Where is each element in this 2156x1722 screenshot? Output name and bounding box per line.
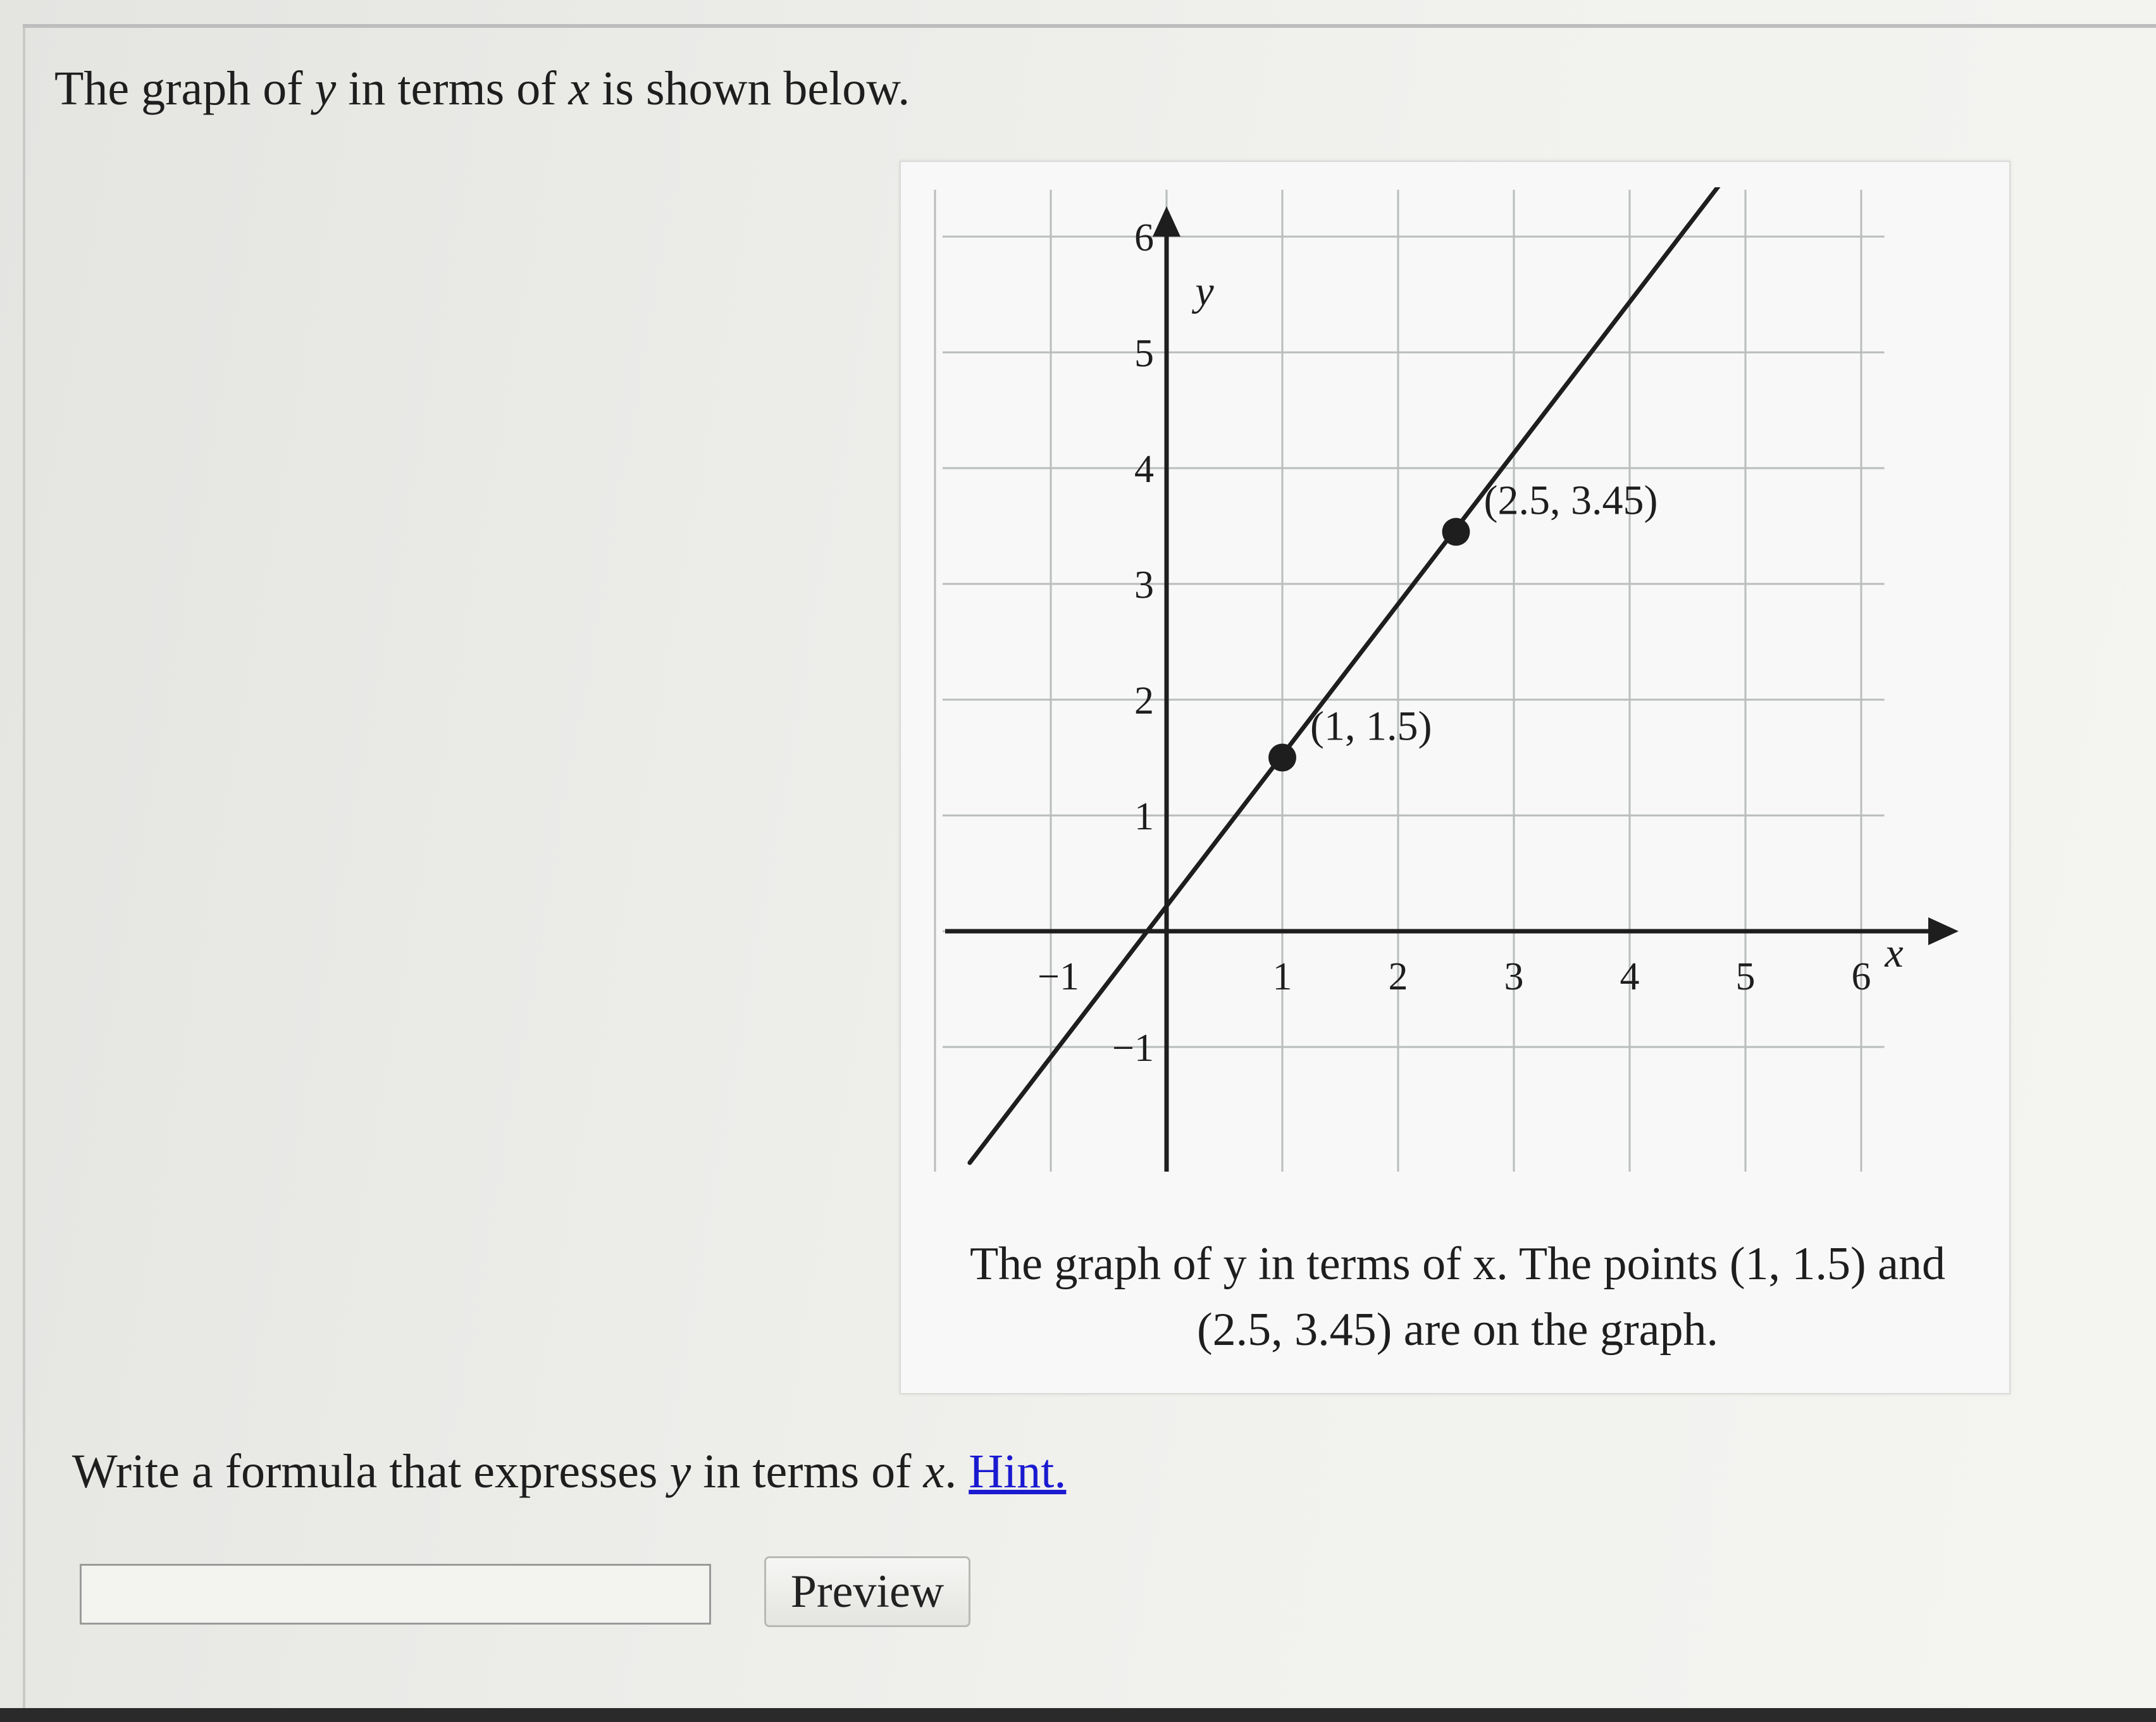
y-tick-label: 3	[1134, 564, 1154, 607]
y-tick-label: 6	[1134, 216, 1154, 259]
y-axis-label: y	[1195, 268, 1214, 314]
preview-button[interactable]: Preview	[764, 1556, 970, 1627]
line-graph	[901, 162, 2009, 1237]
graph-caption	[926, 1231, 1989, 1363]
question-text	[72, 1441, 1066, 1502]
y-tick-label: −1	[1112, 1027, 1154, 1070]
x-tick-label: 2	[1388, 955, 1408, 998]
data-point	[1268, 744, 1296, 772]
x-axis-label: x	[1885, 930, 1904, 976]
answer-input[interactable]	[80, 1564, 711, 1625]
x-tick-label: 5	[1735, 955, 1756, 998]
series	[970, 162, 1769, 1163]
question-var-x: x	[923, 1445, 945, 1498]
intro-text-a: The graph of	[54, 62, 315, 115]
y-tick-label: 4	[1134, 448, 1154, 491]
intro-text-b: in terms of	[336, 62, 569, 115]
y-tick-label: 1	[1134, 795, 1154, 838]
intro-text	[54, 58, 910, 119]
series-line	[970, 162, 1769, 1163]
data-point	[1442, 518, 1470, 546]
caption-line-1: The graph of y in terms of x. The points (1, 1.5) and	[969, 1238, 1946, 1290]
axes	[945, 206, 1959, 1172]
x-tick-label: 6	[1851, 955, 1871, 998]
point-label: (2.5, 3.45)	[1484, 477, 1658, 524]
intro-var-y: y	[314, 62, 337, 115]
question-var-y: y	[669, 1445, 691, 1498]
x-tick-label: 1	[1272, 955, 1292, 998]
x-tick-label: 4	[1620, 955, 1640, 998]
x-tick-label: 3	[1504, 955, 1524, 998]
x-axis-arrow-icon	[1928, 917, 1959, 945]
question-text-b: in terms of	[691, 1445, 924, 1498]
y-axis-arrow-icon	[1153, 206, 1180, 237]
intro-text-c: is shown below.	[590, 62, 910, 115]
graph-figure	[900, 161, 2010, 1394]
point-label: (1, 1.5)	[1310, 703, 1432, 750]
question-text-c: .	[945, 1445, 969, 1498]
y-tick-label: 5	[1134, 332, 1154, 375]
caption-line-2: (2.5, 3.45) are on the graph.	[1196, 1304, 1718, 1356]
y-tick-label: 2	[1134, 679, 1154, 722]
x-tick-label: −1	[1038, 955, 1079, 998]
intro-var-x: x	[568, 62, 590, 115]
marked-points	[1268, 478, 1657, 772]
question-text-a: Write a formula that expresses	[72, 1445, 670, 1498]
hint-link[interactable]: Hint.	[969, 1445, 1067, 1498]
